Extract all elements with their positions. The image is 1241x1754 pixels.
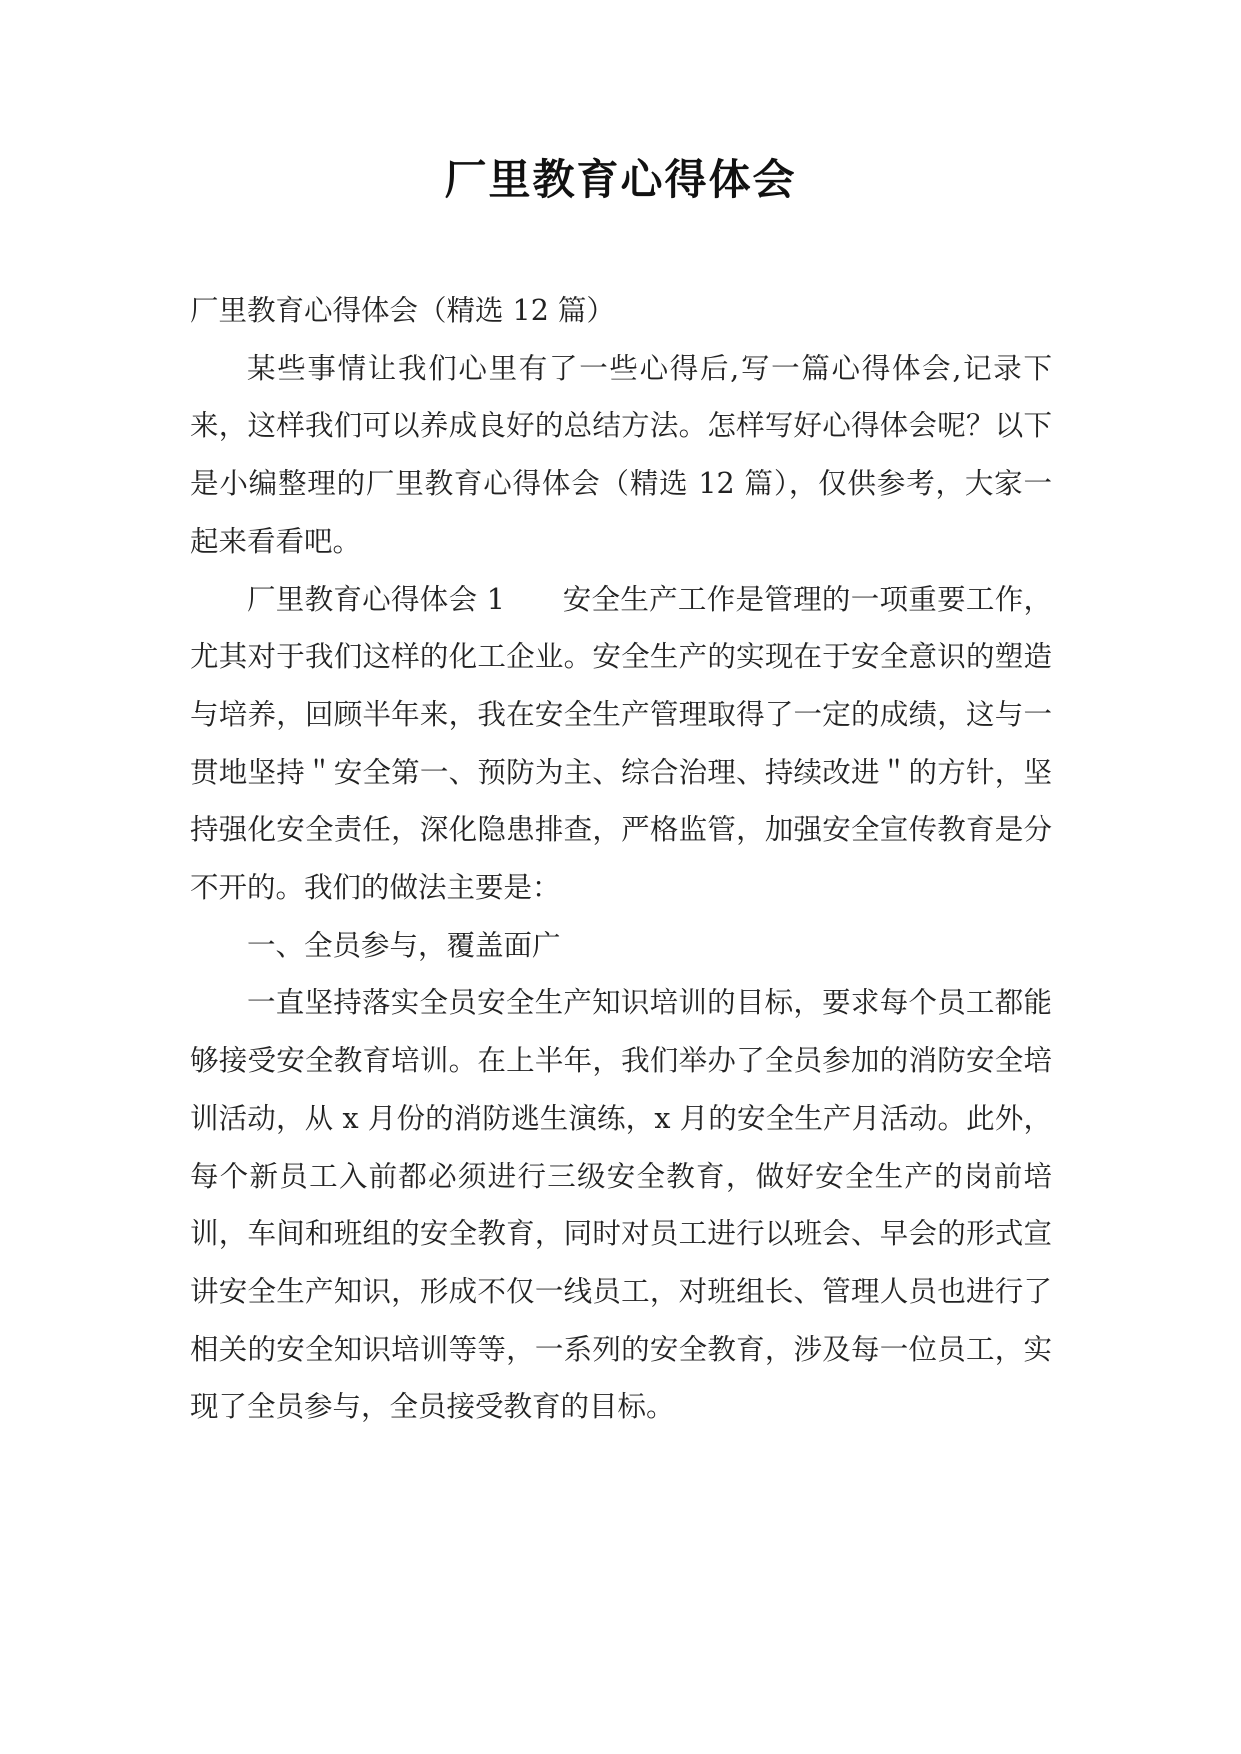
document-title: 厂里教育心得体会	[444, 155, 797, 204]
document-body	[190, 282, 1052, 1436]
subheading-full-participation: 一、全员参与，覆盖面广	[247, 928, 561, 962]
section-1-paragraph: 厂里教育心得体会 1 安全生产工作是管理的一项重要工作，尤其对于我们这样的化工企业。安全生产的实现在于安全意识的塑造与培养，回顾半年来，我在安全生产管理取得了一定的成绩，这与一贯地坚持＂安全第一、预防为主、综合治理、持续改进＂的方针，坚持强化安全责任，深化隐患排查，严格监管，加强安全宣传教育是分不开的。我们的做法主要是：	[190, 582, 1052, 905]
document-subtitle: 厂里教育心得体会（精选 12 篇）	[190, 294, 615, 327]
intro-paragraph: 某些事情让我们心里有了一些心得后,写一篇心得体会,记录下来，这样我们可以养成良好的总结方法。怎样写好心得体会呢？以下是小编整理的厂里教育心得体会（精选 12 篇），仅供参考，大家一起来看看吧。	[190, 351, 1052, 558]
training-paragraph: 一直坚持落实全员安全生产知识培训的目标，要求每个员工都能够接受安全教育培训。在上半年，我们举办了全员参加的消防安全培训活动，从 x 月份的消防逃生演练，x 月的安全生产月活动。此外，每个新员工入前都必须进行三级安全教育，做好安全生产的岗前培训，车间和班组的安全教育，同时对员工进行以班会、早会的形式宣讲安全生产知识，形成不仅一线员工，对班组长、管理人员也进行了相关的安全知识培训等等，一系列的安全教育，涉及每一位员工，实现了全员参与，全员接受教育的目标。	[190, 986, 1052, 1424]
